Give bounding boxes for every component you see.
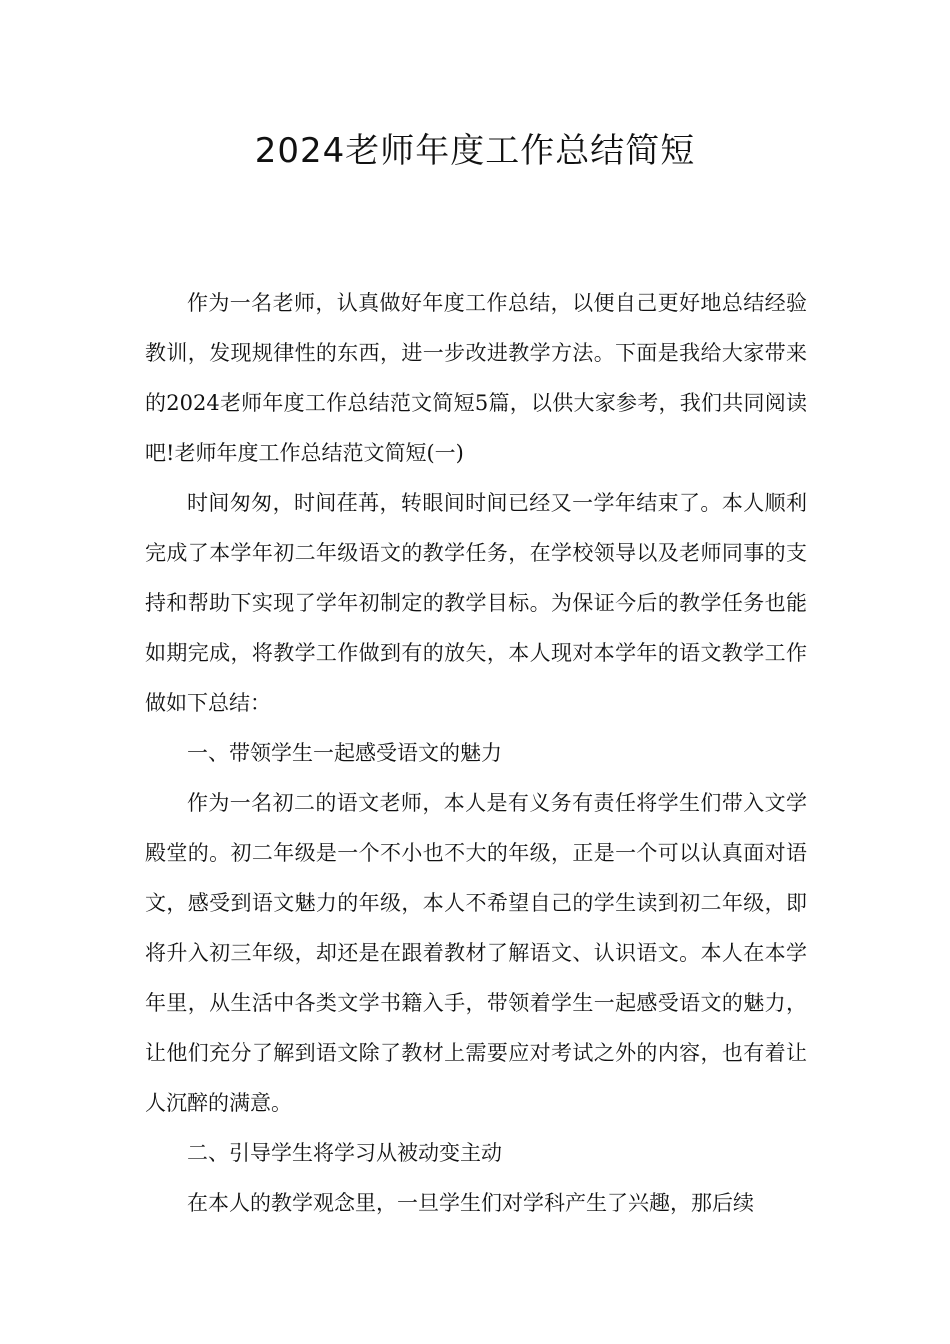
paragraph-section-2-start: 在本人的教学观念里，一旦学生们对学科产生了兴趣，那后续 [187, 1191, 754, 1215]
document-title: 2024老师年度工作总结简短 [254, 131, 696, 171]
section-heading-2: 二、引导学生将学习从被动变主动 [187, 1141, 502, 1165]
section-heading-1: 一、带领学生一起感受语文的魅力 [187, 741, 502, 765]
document-body [145, 278, 807, 1228]
paragraph-summary-opening: 时间匆匆，时间荏苒，转眼间时间已经又一学年结束了。本人顺利完成了本学年初二年级语文的教学任务，在学校领导以及老师同事的支持和帮助下实现了学年初制定的教学目标。为保证今后的教学任务也能如期完成，将教学工作做到有的放矢，本人现对本学年的语文教学工作做如下总结： [145, 491, 807, 715]
paragraph-section-1: 作为一名初二的语文老师，本人是有义务有责任将学生们带入文学殿堂的。初二年级是一个不小也不大的年级，正是一个可以认真面对语文，感受到语文魅力的年级，本人不希望自己的学生读到初二年级，即将升入初三年级，却还是在跟着教材了解语文、认识语文。本人在本学年里，从生活中各类文学书籍入手，带领着学生一起感受语文的魅力，让他们充分了解到语文除了教材上需要应对考试之外的内容，也有着让人沉醉的满意。 [145, 791, 807, 1115]
paragraph-intro: 作为一名老师，认真做好年度工作总结，以便自己更好地总结经验教训，发现规律性的东西，进一步改进教学方法。下面是我给大家带来的2024老师年度工作总结范文简短5篇，以供大家参考，我们共同阅读吧!老师年度工作总结范文简短(一) [145, 291, 807, 465]
